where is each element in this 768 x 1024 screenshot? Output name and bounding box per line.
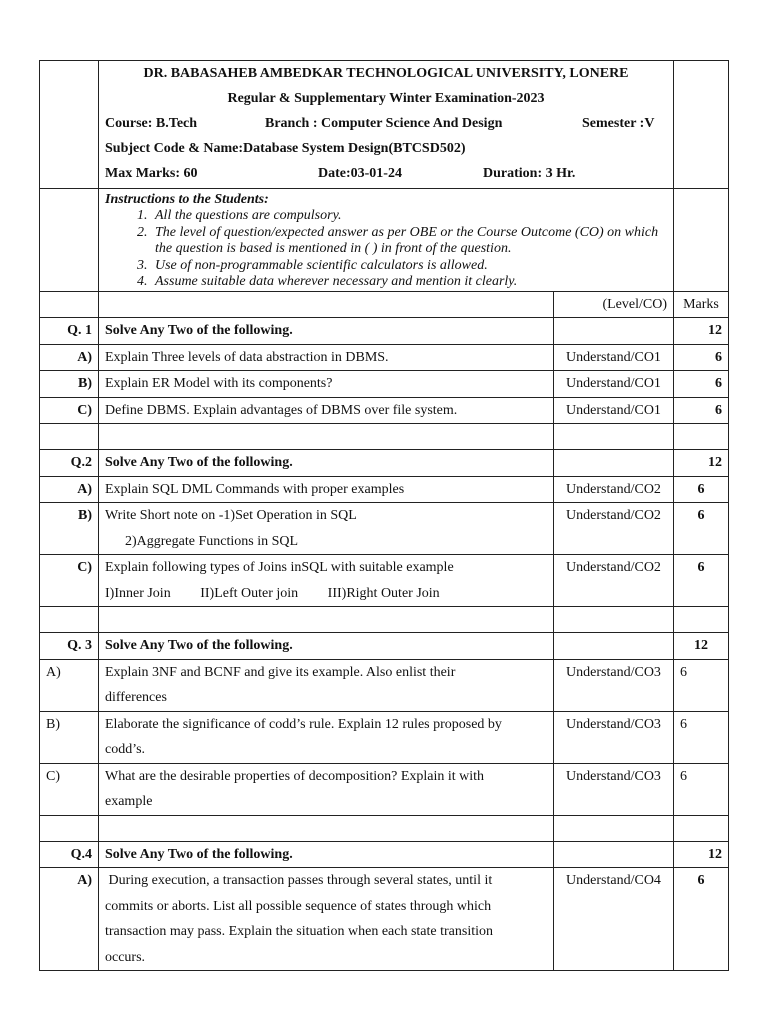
subquestion-row: [40, 344, 729, 371]
instructions-row: [40, 189, 729, 292]
join-types: [105, 581, 547, 607]
subquestion-text: Explain Three levels of data abstraction in DBMS.: [99, 344, 554, 371]
question-number: Q. 1: [40, 318, 99, 345]
subquestion-line: commits or aborts. List all possible sequence of states through which: [105, 898, 492, 914]
subquestion-label: B): [40, 503, 99, 555]
subquestion-line: During execution, a transaction passes through several states, until it: [105, 873, 493, 889]
question-number: Q.2: [40, 450, 99, 477]
question-marks: 12: [674, 633, 729, 660]
subquestion-level: Understand/CO2: [554, 555, 674, 607]
column-header-row: [40, 291, 729, 318]
subquestion-row: [40, 397, 729, 424]
question-title: Solve Any Two of the following.: [99, 318, 554, 345]
join-type: I)Inner Join: [105, 585, 171, 601]
subquestion-label: A): [40, 868, 99, 971]
max-marks: Max Marks: 60: [105, 166, 198, 181]
subject-line: Subject Code & Name:Database System Design(BTCSD502): [105, 141, 466, 156]
subquestion-label: B): [40, 371, 99, 398]
join-type: II)Left Outer join: [200, 585, 299, 601]
subquestion-text: [99, 763, 554, 815]
spacer-row: [40, 815, 729, 841]
subquestion-text: [99, 659, 554, 711]
subquestion-row: [40, 476, 729, 503]
subquestion-row: [40, 711, 729, 763]
exam-date: Date:03-01-24: [318, 166, 402, 181]
subquestion-label: C): [40, 763, 99, 815]
subquestion-text: [99, 868, 554, 971]
subquestion-row: [40, 371, 729, 398]
question-title: Solve Any Two of the following.: [99, 633, 554, 660]
subquestion-level: Understand/CO2: [554, 476, 674, 503]
subquestion-marks: 6: [674, 503, 729, 555]
subquestion-text: [99, 503, 554, 555]
subquestion-line: Explain following types of Joins inSQL with suitable example: [105, 560, 454, 576]
instructions-cell: [99, 189, 674, 292]
instruction-item: 3. Use of non-programmable scientific calculators is allowed.: [151, 258, 667, 275]
marks-line: [105, 161, 667, 186]
subquestion-marks: 6: [674, 397, 729, 424]
marks-column-header: Marks: [674, 291, 729, 318]
subquestion-label: A): [40, 344, 99, 371]
subquestion-level: Understand/CO2: [554, 503, 674, 555]
course: Course: B.Tech: [105, 116, 198, 131]
subquestion-line: differences: [105, 690, 167, 706]
subquestion-marks: 6: [674, 763, 729, 815]
subquestion-row: [40, 503, 729, 555]
subquestion-marks: 6: [674, 476, 729, 503]
question-row: [40, 633, 729, 660]
subquestion-line: example: [105, 794, 153, 810]
subquestion-level: Understand/CO4: [554, 868, 674, 971]
join-type: III)Right Outer Join: [327, 585, 440, 601]
subquestion-label: A): [40, 476, 99, 503]
subquestion-row: [40, 868, 729, 971]
subquestion-row: [40, 763, 729, 815]
instructions-title: Instructions to the Students:: [105, 192, 269, 207]
subquestion-marks: 6: [674, 371, 729, 398]
subquestion-marks: 6: [674, 344, 729, 371]
subquestion-text: Explain SQL DML Commands with proper examples: [99, 476, 554, 503]
header-left-cell: [40, 61, 99, 189]
question-row: [40, 318, 729, 345]
spacer-row: [40, 607, 729, 633]
subquestion-level: Understand/CO1: [554, 371, 674, 398]
question-title: Solve Any Two of the following.: [99, 841, 554, 868]
subquestion-text: Define DBMS. Explain advantages of DBMS over file system.: [99, 397, 554, 424]
instruction-item: 1. All the questions are compulsory.: [151, 208, 667, 225]
header-right-cell: [674, 61, 729, 189]
duration: Duration: 3 Hr.: [483, 166, 576, 181]
subquestion-level: Understand/CO1: [554, 344, 674, 371]
subquestion-level: Understand/CO3: [554, 763, 674, 815]
subquestion-line: transaction may pass. Explain the situation when each state transition: [105, 924, 494, 940]
question-row: [40, 450, 729, 477]
semester: Semester :V: [582, 116, 655, 131]
question-title: Solve Any Two of the following.: [99, 450, 554, 477]
spacer-row: [40, 424, 729, 450]
question-marks: 12: [674, 450, 729, 477]
subquestion-line: Write Short note on -1)Set Operation in SQL: [105, 508, 357, 524]
question-row: [40, 841, 729, 868]
subquestion-line: Elaborate the significance of codd’s rule. Explain 12 rules proposed by: [105, 716, 502, 732]
subquestion-line: codd’s.: [105, 742, 146, 758]
subquestion-line: Explain 3NF and BCNF and give its example. Also enlist their: [105, 664, 456, 680]
subquestion-text: Explain ER Model with its components?: [99, 371, 554, 398]
subquestion-label: A): [40, 659, 99, 711]
subquestion-level: Understand/CO3: [554, 711, 674, 763]
subquestion-marks: 6: [674, 711, 729, 763]
subquestion-label: C): [40, 397, 99, 424]
question-number: Q.4: [40, 841, 99, 868]
subquestion-row: [40, 659, 729, 711]
subquestion-marks: 6: [674, 555, 729, 607]
instructions-list: [105, 208, 667, 291]
instruction-item: 2. The level of question/expected answer as per OBE or the Course Outcome (CO) on which the question is based is mentioned in ( ) in front of the question.: [151, 225, 667, 258]
subquestion-text: [99, 711, 554, 763]
subquestion-label: C): [40, 555, 99, 607]
header-cell: [99, 61, 674, 189]
subquestion-text: [99, 555, 554, 607]
subquestion-marks: 6: [674, 659, 729, 711]
subquestion-level: Understand/CO3: [554, 659, 674, 711]
question-marks: 12: [674, 841, 729, 868]
question-number: Q. 3: [40, 633, 99, 660]
branch: Branch : Computer Science And Design: [265, 116, 503, 131]
header-row: [40, 61, 729, 189]
exam-paper-table: [39, 60, 729, 971]
level-column-header: (Level/CO): [554, 291, 674, 318]
subquestion-line: What are the desirable properties of decomposition? Explain it with: [105, 768, 485, 784]
question-marks: 12: [674, 318, 729, 345]
instruction-item: 4. Assume suitable data wherever necessary and mention it clearly.: [151, 274, 667, 291]
subquestion-label: B): [40, 711, 99, 763]
subquestion-row: [40, 555, 729, 607]
subquestion-line: occurs.: [105, 949, 146, 965]
subquestion-line: 2)Aggregate Functions in SQL: [125, 533, 299, 549]
exam-title: Regular & Supplementary Winter Examination-2023: [227, 91, 545, 106]
university-name: DR. BABASAHEB AMBEDKAR TECHNOLOGICAL UNIVERSITY, LONERE: [143, 66, 629, 81]
subquestion-marks: 6: [674, 868, 729, 971]
course-line: [105, 111, 667, 136]
subquestion-level: Understand/CO1: [554, 397, 674, 424]
